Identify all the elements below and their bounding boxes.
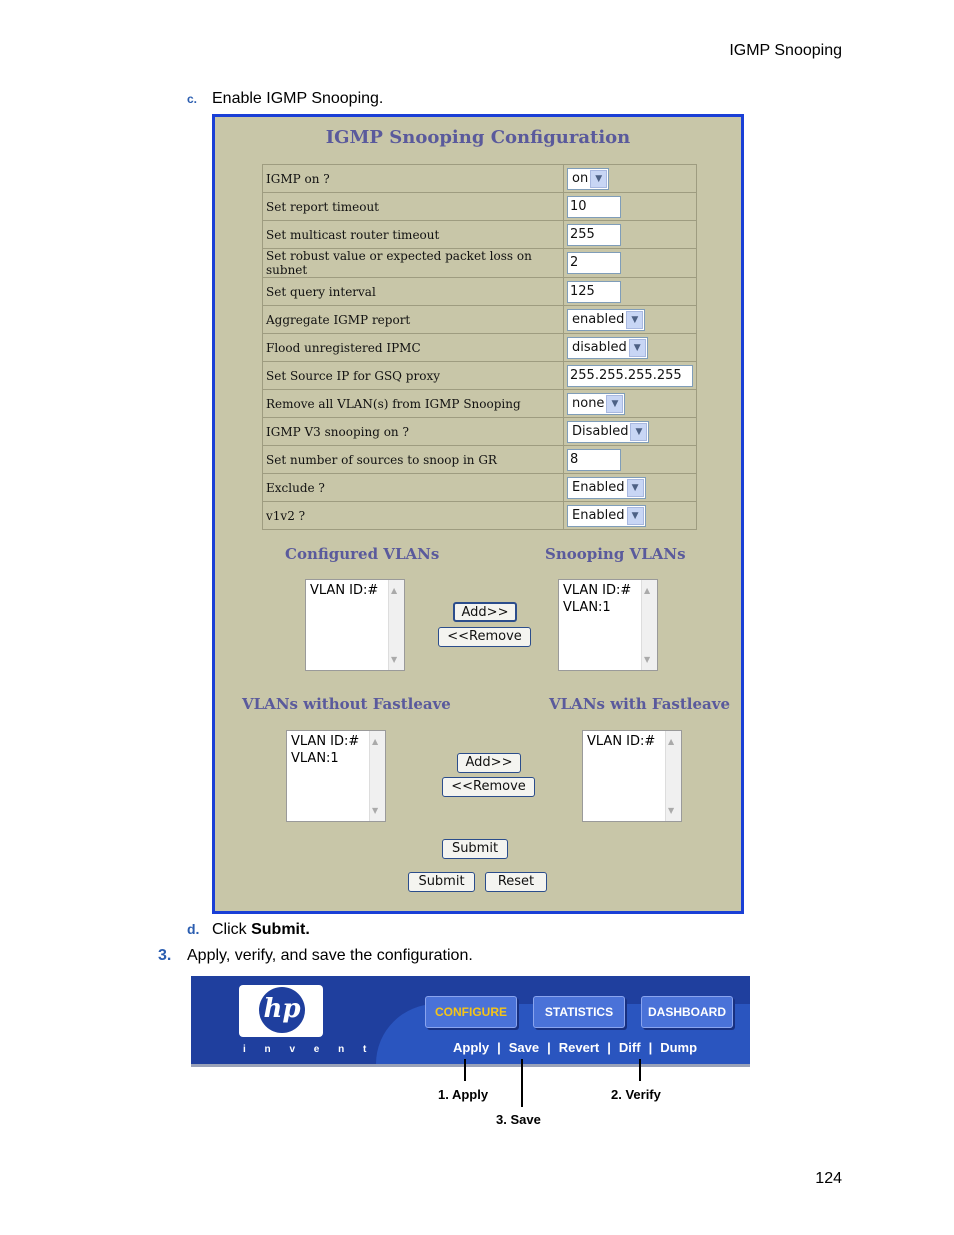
scrollbar[interactable]: ▲ ▼ [388,580,404,670]
configured-vlans-title: Configured VLANs [285,545,440,563]
add-configured-button[interactable]: Add>> [453,602,517,622]
select-value: Enabled [572,479,625,495]
statistics-button[interactable]: STATISTICS [533,996,625,1028]
scrollbar[interactable]: ▲ ▼ [369,731,385,821]
step-d-label: d. [187,921,200,937]
dump-link[interactable]: Dump [660,1040,698,1055]
chevron-down-icon[interactable]: ▼ [590,170,607,188]
config-row [263,278,697,306]
separator: | [547,1040,551,1055]
config-value-cell [564,334,697,362]
step-d-bold: Submit. [251,921,310,938]
hp-logo-icon: hp [259,987,305,1033]
apply-link[interactable]: Apply [453,1040,490,1055]
step-c-label: c. [187,92,198,106]
remove-snooping-button[interactable]: <<Remove [438,627,531,647]
select-value: none [572,395,605,411]
nav-links [449,1040,701,1055]
config-row [263,334,697,362]
add-fastleave-button[interactable]: Add>> [457,753,521,773]
step-3-label: 3. [158,947,172,964]
config-value-cell [564,306,697,334]
step-d-text: Click [212,921,252,938]
config-text-input[interactable]: 255.255.255.255 [567,365,693,387]
config-label: Flood unregistered IPMC [263,334,564,362]
hp-logo [239,985,323,1037]
submit-button[interactable]: Submit [408,872,475,892]
list-item[interactable]: VLAN ID:# [587,734,656,749]
config-label: IGMP V3 snooping on ? [263,418,564,446]
panel-title: IGMP Snooping Configuration [325,127,631,148]
select-value: on [572,170,589,186]
select-value: enabled [572,311,625,327]
config-value-cell [564,165,697,193]
config-value-cell [564,502,697,530]
config-value-cell [564,446,697,474]
submit-button-vlans[interactable]: Submit [442,839,508,859]
config-text-input[interactable]: 10 [567,196,621,218]
config-value-cell [564,221,697,249]
config-text-input[interactable]: 2 [567,252,621,274]
config-select[interactable] [567,505,646,527]
save-link[interactable]: Save [508,1040,540,1055]
config-value-cell [564,362,697,390]
chevron-down-icon[interactable]: ▼ [606,395,623,413]
diff-link[interactable]: Diff [618,1040,641,1055]
with-fastleave-list[interactable] [582,730,682,822]
config-select[interactable] [567,337,648,359]
config-select[interactable] [567,393,625,415]
config-label: Set number of sources to snoop in GR [263,446,564,474]
chevron-down-icon[interactable]: ▼ [627,507,644,525]
list-item[interactable]: VLAN ID:# [310,583,379,598]
config-row [263,418,697,446]
step-c-text: Enable IGMP Snooping. [212,90,384,107]
config-label: Set report timeout [263,193,564,221]
config-row [263,362,697,390]
config-row [263,502,697,530]
config-text-input[interactable]: 8 [567,449,621,471]
step-d [187,921,310,939]
config-label: Set multicast router timeout [263,221,564,249]
apply-callout: 1. Apply [438,1087,489,1102]
config-text-input[interactable]: 255 [567,224,621,246]
page-number: 124 [815,1170,842,1187]
list-item[interactable]: VLAN:1 [291,751,339,766]
config-label: Set robust value or expected packet loss on subnet [263,249,564,278]
list-item[interactable]: VLAN ID:# [563,583,632,598]
list-item[interactable]: VLAN:1 [563,600,611,615]
config-value-cell [564,474,697,502]
remove-fastleave-button[interactable]: <<Remove [442,777,535,797]
chevron-down-icon[interactable]: ▼ [629,339,646,357]
save-callout-line [521,1059,523,1107]
igmp-config-panel [212,114,744,914]
config-label: Remove all VLAN(s) from IGMP Snooping [263,390,564,418]
hp-nav-bar [191,976,750,1067]
chevron-down-icon[interactable]: ▼ [626,311,643,329]
config-row [263,165,697,193]
chevron-down-icon[interactable]: ▼ [630,423,647,441]
config-label: Set query interval [263,278,564,306]
verify-callout-line [639,1059,641,1081]
configure-button[interactable]: CONFIGURE [425,996,517,1028]
config-select[interactable] [567,477,646,499]
config-select[interactable] [567,309,645,331]
config-row [263,390,697,418]
config-label: Exclude ? [263,474,564,502]
separator: | [648,1040,653,1055]
config-value-cell [564,193,697,221]
save-callout: 3. Save [496,1112,541,1127]
config-table [262,164,697,530]
config-text-input[interactable]: 125 [567,281,621,303]
without-fastleave-title: VLANs without Fastleave [242,695,451,713]
configured-vlans-list[interactable] [305,579,405,671]
config-label: v1v2 ? [263,502,564,530]
config-row [263,446,697,474]
step-3 [158,947,473,965]
config-label: Aggregate IGMP report [263,306,564,334]
revert-link[interactable]: Revert [558,1040,600,1055]
section-header: IGMP Snooping [729,42,842,59]
config-value-cell [564,390,697,418]
dashboard-button[interactable]: DASHBOARD [641,996,733,1028]
config-row [263,193,697,221]
config-value-cell [564,249,697,278]
config-select[interactable] [567,421,649,443]
verify-callout: 2. Verify [611,1087,661,1102]
list-item[interactable]: VLAN ID:# [291,734,360,749]
config-row [263,249,697,278]
invent-text: i n v e n t [243,1044,375,1055]
config-label: IGMP on ? [263,165,564,193]
scrollbar[interactable]: ▲ ▼ [665,731,681,821]
snooping-vlans-title: Snooping VLANs [545,545,686,563]
step-3-text: Apply, verify, and save the configuration. [187,947,473,964]
config-select[interactable] [567,168,609,190]
apply-callout-line [464,1059,466,1081]
select-value: disabled [572,339,627,355]
config-value-cell [564,278,697,306]
config-row [263,474,697,502]
snooping-vlans-list[interactable] [558,579,658,671]
select-value: Disabled [572,423,629,439]
config-row [263,221,697,249]
config-value-cell [564,418,697,446]
without-fastleave-list[interactable] [286,730,386,822]
scrollbar[interactable]: ▲ ▼ [641,580,657,670]
step-c [187,90,383,108]
separator: | [607,1040,611,1055]
with-fastleave-title: VLANs with Fastleave [549,695,731,713]
chevron-down-icon[interactable]: ▼ [627,479,644,497]
separator: | [497,1040,501,1055]
select-value: Enabled [572,507,625,523]
reset-button[interactable]: Reset [485,872,547,892]
config-row [263,306,697,334]
config-label: Set Source IP for GSQ proxy [263,362,564,390]
